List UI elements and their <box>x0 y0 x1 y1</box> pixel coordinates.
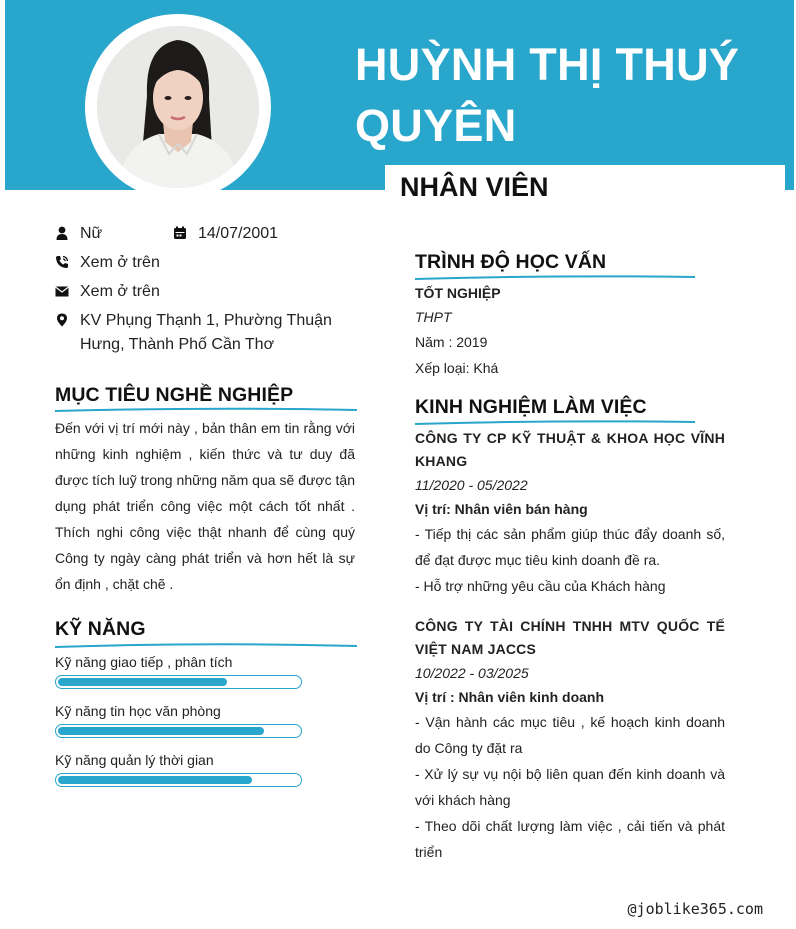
calendar-icon <box>173 226 187 240</box>
skill-bar-fill <box>58 776 252 784</box>
envelope-icon <box>55 284 69 298</box>
job-duty: - Hỗ trợ những yêu cầu của Khách hàng <box>415 578 666 594</box>
location-pin-icon <box>55 313 69 327</box>
education-grade: Xếp loại: Khá <box>415 360 499 376</box>
experience-title: KINH NGHIỆM LÀM VIỆC <box>415 396 647 418</box>
job-role: Vị trí: Nhân viên bán hàng <box>415 501 588 517</box>
name-line-2: QUYÊN <box>355 100 517 151</box>
gender-value: Nữ <box>80 225 103 242</box>
job-period: 11/2020 - 05/2022 <box>415 477 528 493</box>
job-duty: - Theo dõi chất lượng làm việc , cải tiến và phát triển <box>415 818 725 860</box>
skills-title: KỸ NĂNG <box>55 618 146 640</box>
skill-bar-fill <box>58 678 227 686</box>
education-school: THPT <box>415 309 452 325</box>
job-duty: - Tiếp thị các sản phẩm giúp thúc đẩy doanh số, để đạt được mục tiêu kinh doanh đề ra. <box>415 526 725 568</box>
skill-bar-fill <box>58 727 264 735</box>
skill-bar <box>55 675 302 689</box>
candidate-name <box>355 34 775 156</box>
objective-text: Đến với vị trí mới này , bản thân em tin rằng với những kinh nghiệm , kiến thức và tư duy đã được tích luỹ trong những năm qua sẽ được tận dụng phát triển công việc một cách tốt nhất . Thích nghi công việc thật nhanh để cùng quý Công ty ngày càng phát triển và hơn hết là sự ổn định , chặt chẽ . <box>55 420 355 592</box>
phone-icon <box>55 255 69 269</box>
name-line-1: HUỲNH THỊ THUÝ <box>355 39 740 90</box>
birthdate-value: 14/07/2001 <box>198 225 279 242</box>
objective-underline <box>55 405 357 415</box>
phone-value: Xem ở trên <box>80 254 160 271</box>
address-row <box>55 309 345 357</box>
job-role: Vị trí : Nhân viên kinh doanh <box>415 689 605 705</box>
email-row <box>55 280 160 304</box>
job-duty: - Vận hành các mục tiêu , kế hoạch kinh doanh do Công ty đặt ra <box>415 714 725 756</box>
job-duty: - Xử lý sự vụ nội bộ liên quan đến kinh doanh và với khách hàng <box>415 766 725 808</box>
job-period: 10/2022 - 03/2025 <box>415 665 529 681</box>
job-company: CÔNG TY CP KỸ THUẬT & KHOA HỌC VĨNH KHANG <box>415 430 725 469</box>
avatar <box>97 26 259 188</box>
education-title: TRÌNH ĐỘ HỌC VẤN <box>415 251 607 273</box>
skill-label: Kỹ năng giao tiếp , phân tích <box>55 654 233 670</box>
skills-underline <box>55 641 357 651</box>
skill-bar <box>55 773 302 787</box>
education-degree: TỐT NGHIỆP <box>415 285 501 301</box>
education-block <box>415 281 725 381</box>
gender-row <box>55 222 102 246</box>
education-year: Năm : 2019 <box>415 334 488 350</box>
job-company: CÔNG TY TÀI CHÍNH TNHH MTV QUỐC TẾ VIỆT NAM JACCS <box>415 618 725 657</box>
address-value: KV Phụng Thạnh 1, Phường Thuận Hưng, Thành Phố Cần Thơ <box>80 312 332 353</box>
footer-watermark: @joblike365.com <box>627 900 763 918</box>
phone-row <box>55 251 160 275</box>
objective-title: MỤC TIÊU NGHỀ NGHIỆP <box>55 384 294 406</box>
person-icon <box>55 226 69 240</box>
skill-bar <box>55 724 302 738</box>
birthdate-row <box>173 222 278 246</box>
position-title: NHÂN VIÊN <box>400 172 549 202</box>
experience-job-2 <box>415 615 725 865</box>
skill-label: Kỹ năng tin học văn phòng <box>55 703 221 719</box>
experience-job-1 <box>415 427 725 599</box>
email-value: Xem ở trên <box>80 283 160 300</box>
skill-label: Kỹ năng quản lý thời gian <box>55 752 214 768</box>
